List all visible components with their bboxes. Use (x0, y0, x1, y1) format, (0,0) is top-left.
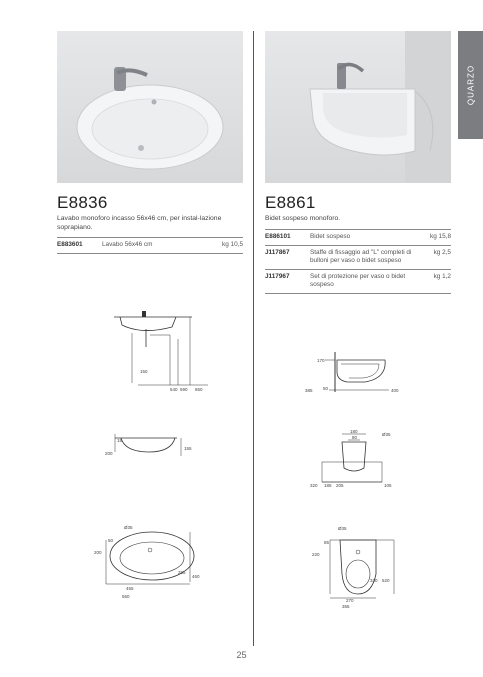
dim-label: 200 (105, 451, 113, 456)
dim-label: 155 (184, 446, 192, 451)
washbasin-section-drawing (105, 430, 205, 465)
dim-label: Ø35 (382, 432, 391, 437)
article-weight: kg 15,8 (430, 233, 451, 240)
table-row (265, 229, 451, 245)
column-divider (253, 31, 254, 646)
article-code: J117967 (265, 273, 290, 280)
dim-label: 295 (178, 570, 186, 575)
article-description: Staffe di fissaggio ad "L" completi di bulloni per vaso o bidet sospeso (310, 249, 412, 264)
table-row (265, 245, 451, 269)
dim-label: Ø35 (124, 525, 133, 530)
dim-label: 460 (192, 574, 200, 579)
article-code: J117867 (265, 249, 290, 256)
product-description-left: Lavabo monoforo incasso 56x46 cm, per instal-lazione soprapiano. (57, 215, 222, 231)
dim-label: 105 (384, 483, 392, 488)
article-table-right (265, 229, 451, 294)
article-weight: kg 2,5 (433, 249, 451, 256)
dim-label: 150 (140, 369, 148, 374)
dim-label: 50 (323, 386, 329, 391)
article-table-left (57, 237, 243, 254)
dim-label: 185 (324, 483, 332, 488)
dim-label: 205 (336, 483, 344, 488)
article-code: E883601 (57, 241, 83, 248)
section-tab-label: QUARZO (466, 64, 475, 106)
dim-label: Ø35 (338, 526, 347, 531)
section-tab[interactable] (458, 31, 483, 139)
dim-label: 320 (310, 483, 318, 488)
dim-label: 400 (391, 388, 399, 393)
bidet-plan-drawing (310, 522, 410, 612)
dim-label: 455 (126, 586, 134, 591)
dim-label: 540 (170, 387, 178, 392)
table-row (265, 269, 451, 294)
dim-label: 180 (350, 429, 358, 434)
dim-label: 170 (317, 358, 325, 363)
dim-label: 560 (122, 594, 130, 599)
dim-label: 15 (117, 438, 123, 443)
page-number: 25 (236, 650, 247, 660)
table-row (57, 237, 243, 254)
dim-label: 355 (342, 604, 350, 609)
dim-label: 200 (94, 550, 102, 555)
article-description: Bidet sospeso (310, 233, 351, 240)
washbasin-side-drawing (112, 313, 222, 398)
bidet-photo (265, 31, 451, 183)
dim-label: 385 (305, 388, 313, 393)
dim-label: 270 (346, 598, 354, 603)
washbasin-photo (57, 31, 243, 183)
dim-label: 590 (180, 387, 188, 392)
article-code: E886101 (265, 233, 291, 240)
article-description: Set di protezione per vaso o bidet sospeso (310, 273, 406, 288)
product-code-left: E8836 (57, 193, 108, 212)
article-weight: kg 10,5 (222, 241, 243, 248)
dim-label: 85 (324, 540, 330, 545)
article-description: Lavabo 56x46 cm (102, 241, 153, 248)
dim-label: 330 (370, 578, 378, 583)
product-code-right: E8861 (265, 193, 316, 212)
dim-label: 850 (195, 387, 203, 392)
washbasin-plan-drawing (92, 522, 212, 602)
dim-label: 80 (352, 435, 358, 440)
product-description-right: Bidet sospeso monoforo. (265, 215, 341, 222)
dim-label: 220 (312, 552, 320, 557)
dim-label: 50 (108, 538, 114, 543)
bidet-side-drawing (305, 350, 405, 400)
bidet-front-drawing (308, 428, 403, 493)
article-weight: kg 1,2 (433, 273, 451, 280)
dim-label: 520 (382, 578, 390, 583)
